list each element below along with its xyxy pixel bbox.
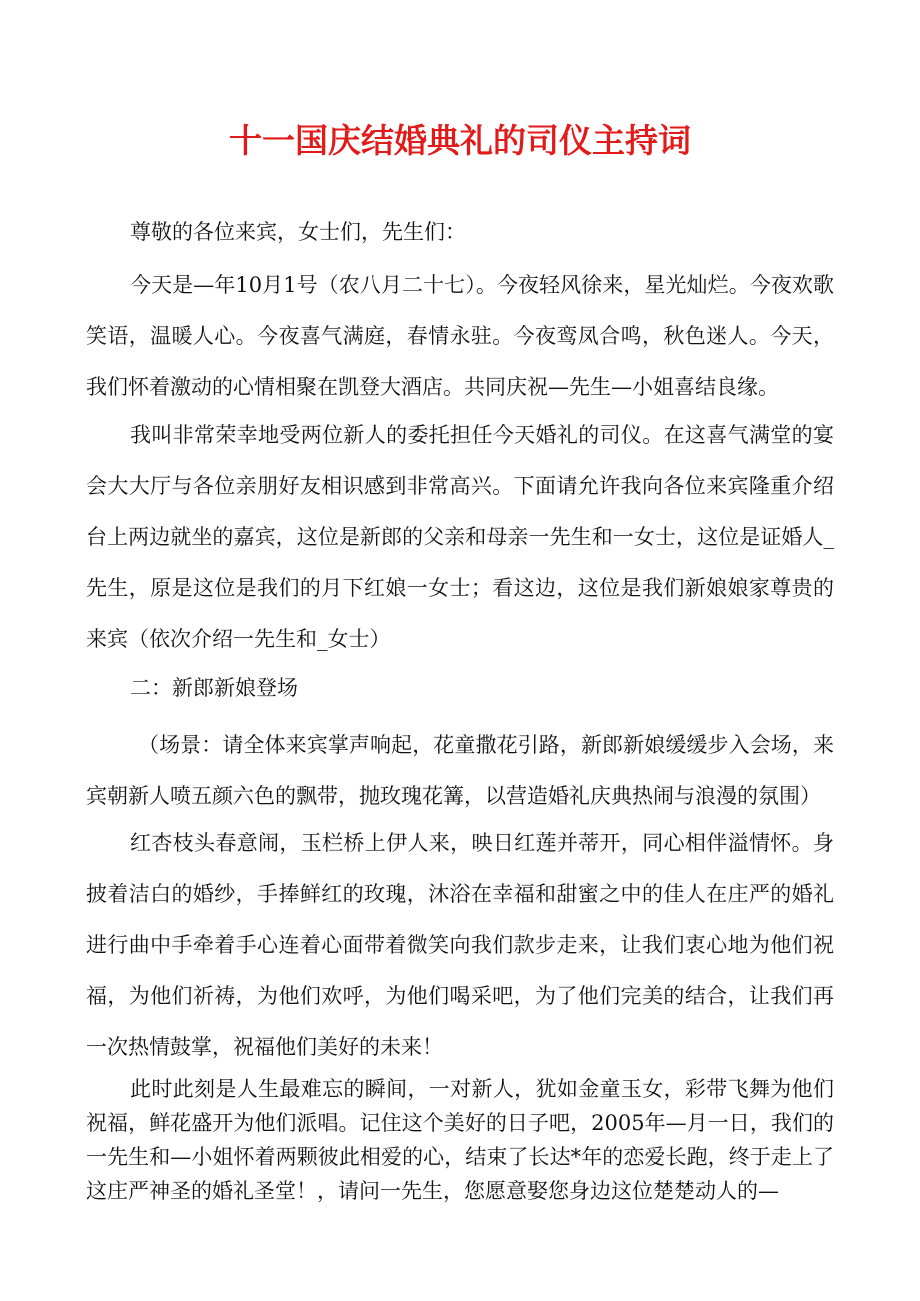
document-title: 十一国庆结婚典礼的司仪主持词 [229, 121, 691, 160]
paragraph-bride-entrance: 红杏枝头春意闹，玉栏桥上伊人来，映日红莲并蒂开，同心相伴溢情怀。身披着洁白的婚纱，手捧鲜红的玫瑰，沐浴在幸福和甜蜜之中的佳人在庄严的婚礼进行曲中手牵着手心连着心面带着微笑向我们款步走来，让我们衷心地为他们祝福，为他们祈祷，为他们欢呼，为他们喝采吧，为了他们完美的结合，让我们再一次热情鼓掌，祝福他们美好的未来！ [86, 831, 834, 1059]
paragraph-vows: 此时此刻是人生最难忘的瞬间，一对新人，犹如金童玉女，彩带飞舞为他们祝福，鲜花盛开为他们派唱。记住这个美好的日子吧，2005年—月一日，我们的一先生和—小姐怀着两颗彼此相爱的心，结束了长达*年的恋爱长跑，终于走上了这庄严神圣的婚礼圣堂！，请问一先生，您愿意娶您身边这位楚楚动人的— [86, 1077, 834, 1203]
paragraph-scene: （场景：请全体来宾掌声响起，花童撒花引路，新郎新娘缓缓步入会场，来宾朝新人喷五颜六色的飘带，抛玫瑰花篝，以营造婚礼庆典热闹与浪漫的氛围） [86, 733, 834, 808]
paragraph-opening: 今天是—年10月1号（农八月二十七）。今夜轻风徐来，星光灿烂。今夜欢歌笑语，温暖人心。今夜喜气满庭，春情永驻。今夜鸾凤合鸣，秋色迷人。今天，我们怀着激动的心情相聚在凯登大酒店。共同庆祝—先生—小姐喜结良缘。 [86, 273, 834, 399]
salutation: 尊敬的各位来宾，女士们，先生们： [130, 220, 466, 244]
section-heading-entrance: 二：新郎新娘登场 [130, 676, 298, 700]
paragraph-introductions: 我叫非常荣幸地受两位新人的委托担任今天婚礼的司仪。在这喜气满堂的宴会大大厅与各位亲朋好友相识感到非常高兴。下面请允许我向各位来宾隆重介绍台上两边就坐的嘉宾，这位是新郎的父亲和母亲一先生和一女士，这位是证婚人_先生，原是这位是我们的月下红娘一女士；看这边，这位是我们新娘娘家尊贵的来宾（依次介绍一先生和_女士） [86, 423, 834, 651]
